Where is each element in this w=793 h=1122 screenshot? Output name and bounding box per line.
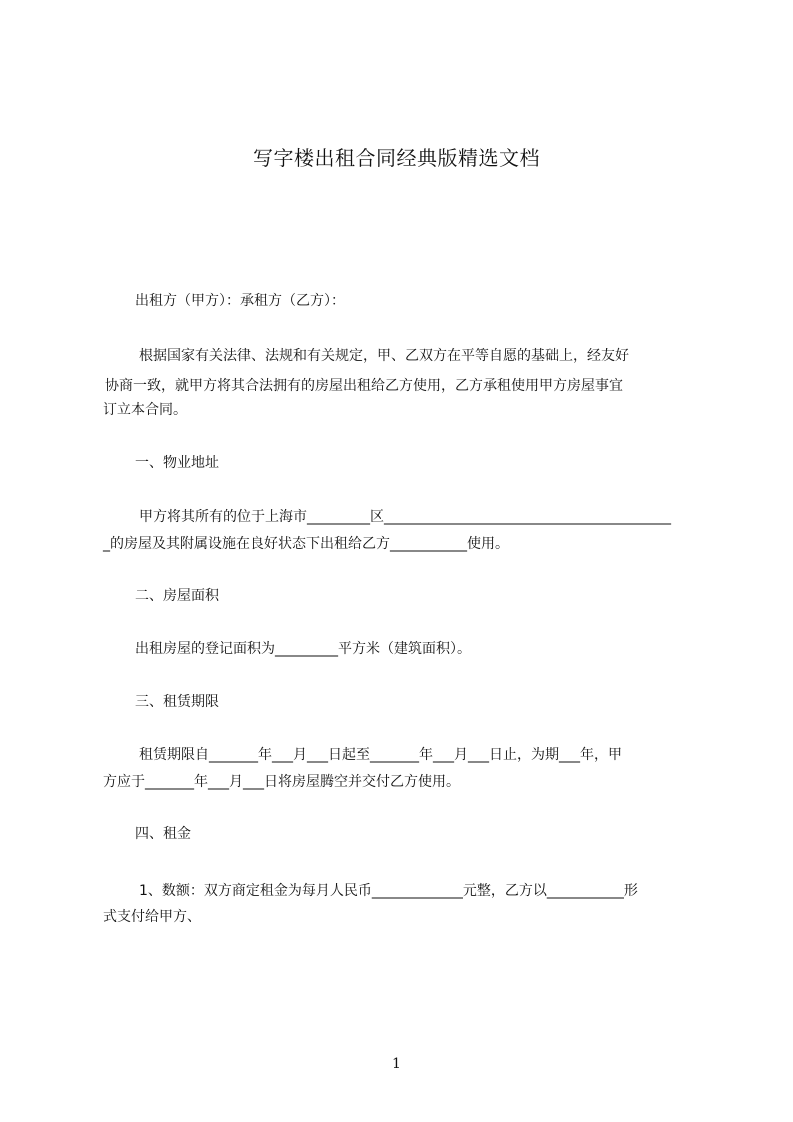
section-3-line-1: 租赁期限自_______年___月___日起至_______年___月___日止，为期___年，甲 (139, 747, 622, 763)
page-number: 1 (392, 1056, 401, 1072)
parties-line: 出租方（甲方）：承租方（乙方）： (135, 293, 345, 309)
preamble-line-3: 订立本合同。 (103, 402, 187, 418)
section-4-heading: 四、租金 (135, 826, 191, 842)
section-3-heading: 三、租赁期限 (135, 694, 219, 710)
document-title: 写字楼出租合同经典版精选文档 (253, 146, 540, 170)
section-2-heading: 二、房屋面积 (135, 588, 219, 604)
preamble-line-2: 协商一致，就甲方将其合法拥有的房屋出租给乙方使用，乙方承租使用甲方房屋事宜 (105, 378, 623, 394)
section-2-line-1: 出租房屋的登记面积为_________平方米（建筑面积）。 (135, 641, 471, 657)
section-3-line-2: 方应于_______年___月___日将房屋腾空并交付乙方使用。 (103, 774, 460, 790)
section-1-line-1: 甲方将其所有的位于上海市_________区_________________________________________ (139, 509, 671, 525)
section-1-line-2: _的房屋及其附属设施在良好状态下出租给乙方___________使用。 (103, 536, 509, 552)
preamble-line-1: 根据国家有关法律、法规和有关规定，甲、乙双方在平等自愿的基础上，经友好 (139, 348, 629, 364)
section-1-heading: 一、物业地址 (135, 455, 219, 471)
section-4-line-1: 1、数额：双方商定租金为每月人民币_____________元整，乙方以___________形 (139, 883, 638, 899)
section-4-line-2: 式支付给甲方、 (103, 909, 201, 925)
